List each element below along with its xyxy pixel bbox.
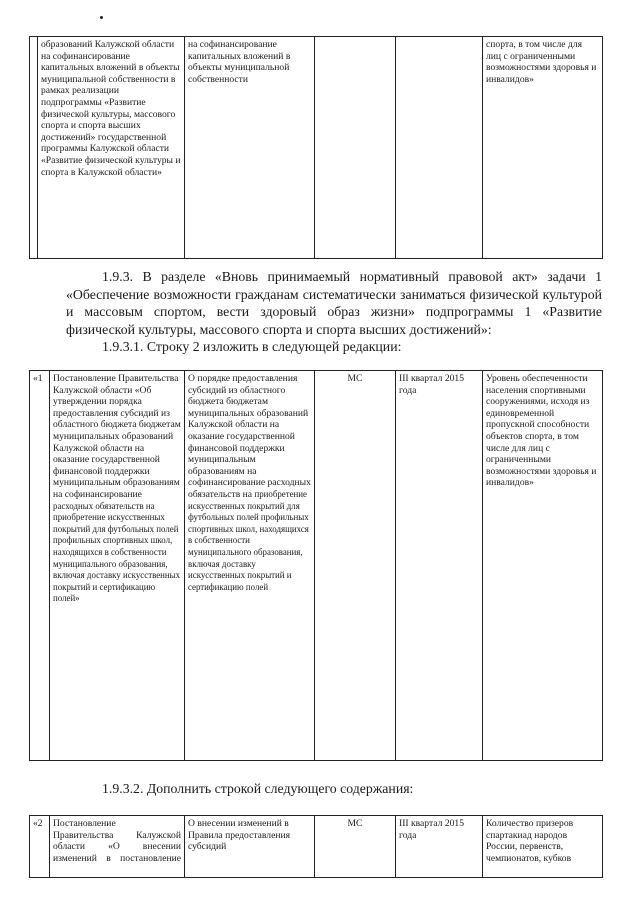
cell-executor: МС xyxy=(315,371,396,761)
cell-result: Уровень обеспеченности населения спортивными сооружениями, исходя из единовременной пропускной способности объектов спорта, в том числе для лиц с ограниченными возможностями здоровья и инвалидов» xyxy=(483,371,603,761)
table-continuation xyxy=(29,36,603,259)
cell-num: «1 xyxy=(30,371,50,761)
act-subject-part-2: приобретение искусственных покрытий для футбольных полей профильных спортивных школ, находящихся в собственности муниципального образования, включая доставку искусственных покрытий и сертификацию полей xyxy=(188,488,309,592)
cell-executor xyxy=(315,37,396,259)
paragraph-1-9-3-1: 1.9.3.1. Строку 2 изложить в следующей редакции: xyxy=(102,339,402,354)
cell-act-subject: на софинансирование капитальных вложений в объекты муниципальной собственности xyxy=(185,37,315,259)
cell-act-title xyxy=(50,816,185,878)
cell-act-title xyxy=(50,371,185,761)
cell-num xyxy=(30,37,38,259)
paragraph-1-9-3: 1.9.3. В разделе «Вновь принимаемый нормативный правовой акт» задачи 1 «Обеспечение возможности гражданам систематически заниматься физической культурой и массовым спортом, вести здоровый образ жизни» подпрограммы 1 «Развитие физической культуры, массового спорта и спорта высших достижений»: xyxy=(66,269,602,337)
cell-term: III квартал 2015 года xyxy=(396,816,483,878)
cell-term: III квартал 2015 года xyxy=(396,371,483,761)
act-line-4: изменений в постановление xyxy=(53,852,181,864)
scan-speck xyxy=(100,16,103,19)
cell-act-title: образований Калужской области на софинансирование капитальных вложений в объекты муниципальной собственности в рамках реализации подпрограммы «Развитие физической культуры, массового спорта и спорта высших достижений» государственной программы Калужской области «Развитие физической культуры и спорта в Калужской области» xyxy=(38,37,185,259)
paragraph-1-9-3-2: 1.9.3.2. Дополнить строкой следующего содержания: xyxy=(102,781,414,796)
act-line-2: Правительства Калужской xyxy=(53,829,181,841)
cell-result: спорта, в том числе для лиц с ограниченными возможностями здоровья и инвалидов» xyxy=(483,37,603,259)
cell-executor: МС xyxy=(315,816,396,878)
cell-act-subject: О внесении изменений в Правила предоставления субсидий xyxy=(185,816,315,878)
act-title-part-2: расходных обязательств на приобретение искусственных покрытий для футбольных полей профильных спортивных школ, находящихся в собственности муниципального образования, включая доставку искусственных покрытий и сертификацию полей» xyxy=(53,500,181,604)
cell-act-subject xyxy=(185,371,315,761)
act-title-part-1: Постановление Правительства Калужской области «Об утверждении порядка предоставления субсидий из областного бюджета бюджетам муниципальных образований Калужской области на оказание государственной финансовой поддержки муниципальным образованиям на софинансирование xyxy=(53,373,181,500)
cell-term xyxy=(396,37,483,259)
cell-num: «2 xyxy=(30,816,50,878)
table-row-new xyxy=(29,815,603,878)
act-subject-part-1: О порядке предоставления субсидий из областного бюджета бюджетам муниципальных образований Калужской области на оказание государственной финансовой поддержки муниципальным образованиям на софинансирование расходных обязательств на xyxy=(188,373,311,500)
cell-result: Количество призеров спартакиад народов России, первенств, чемпионатов, кубков xyxy=(483,816,603,878)
act-line-3: области «О внесении xyxy=(53,841,181,853)
table-row-2 xyxy=(29,370,603,761)
act-line-1: Постановление xyxy=(53,818,116,829)
